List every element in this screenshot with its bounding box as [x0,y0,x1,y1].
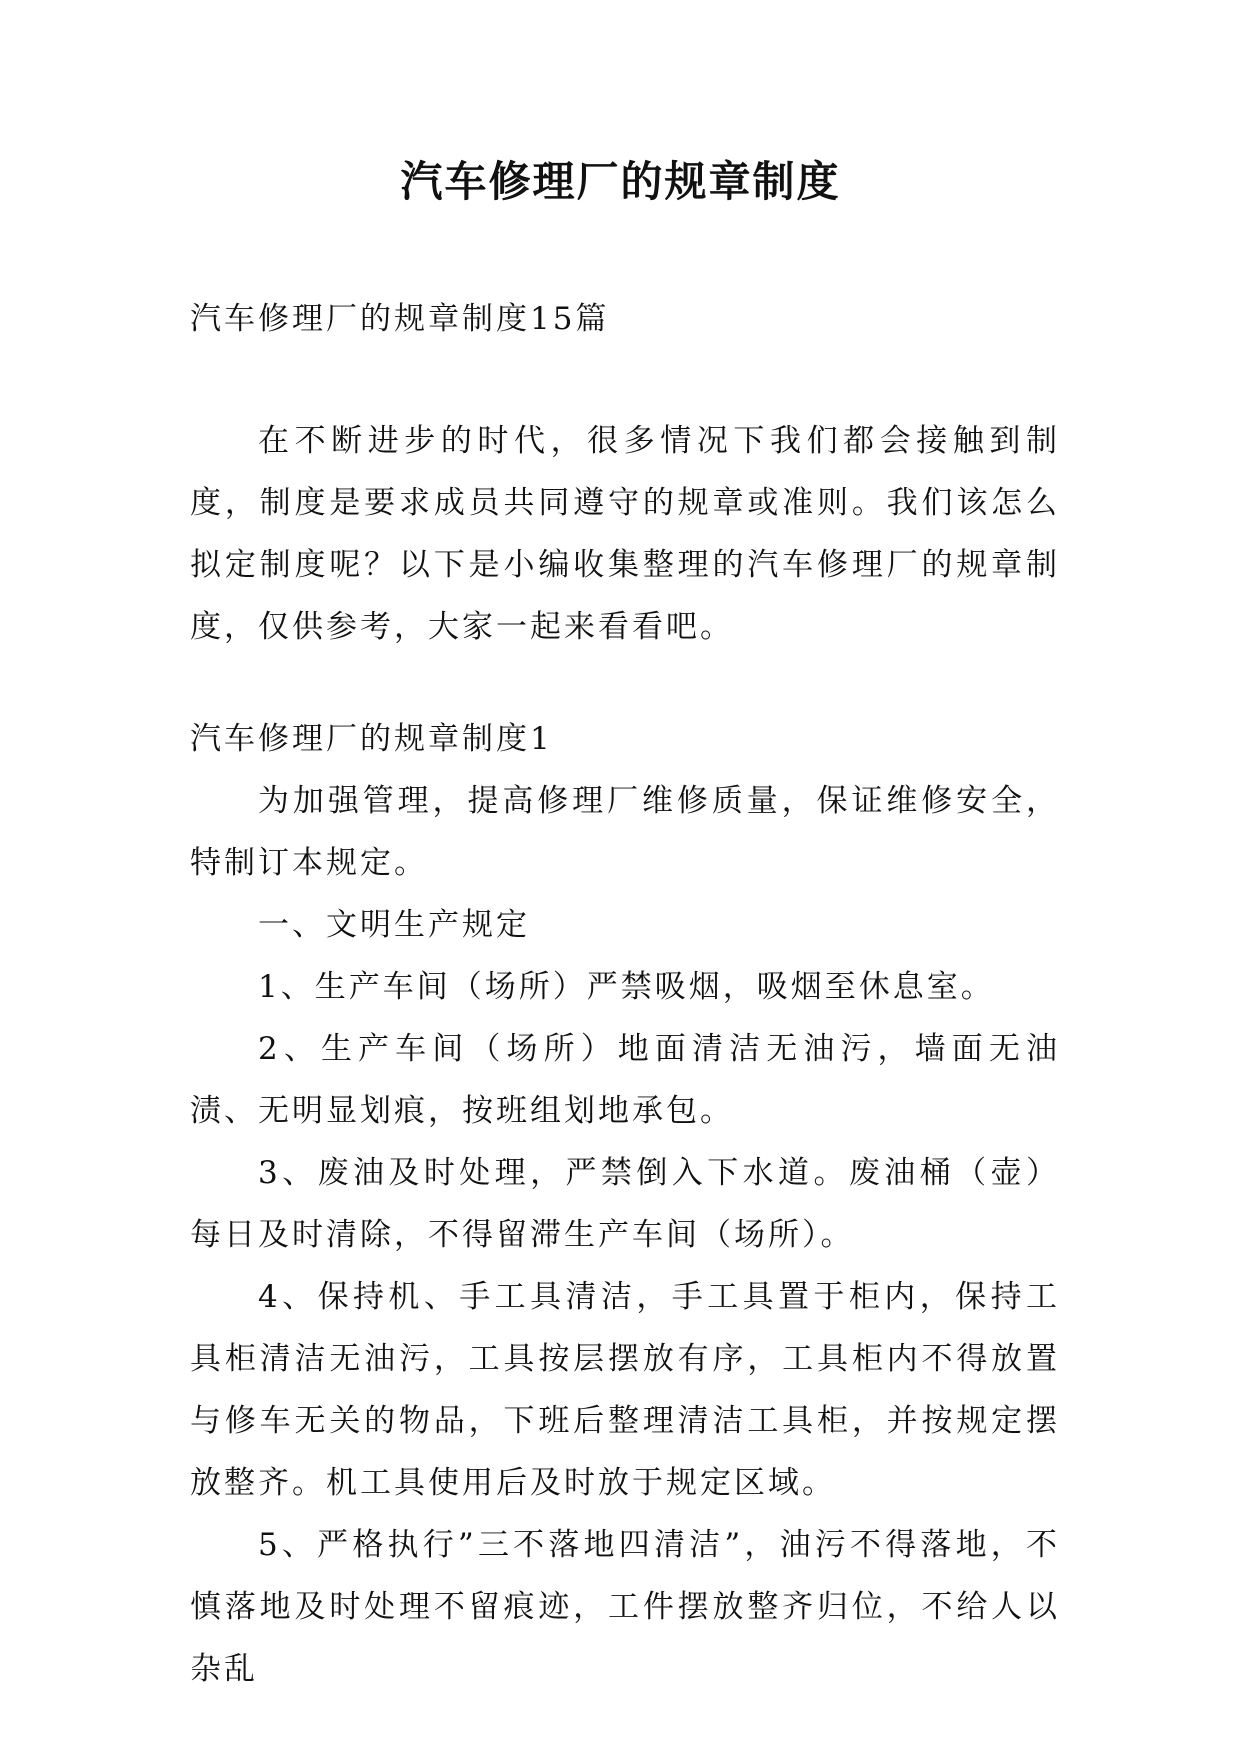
rule-item: 2、生产车间（场所）地面清洁无油污，墙面无油渍、无明显划痕，按班组划地承包。 [190,1031,1060,1129]
intro-paragraph: 在不断进步的时代，很多情况下我们都会接触到制度，制度是要求成员共同遵守的规章或准则。我们该怎么拟定制度呢？以下是小编收集整理的汽车修理厂的规章制度，仅供参考，大家一起来看看吧。 [190,423,1060,645]
section-subheading: 一、文明生产规定 [258,907,530,943]
rule-item: 5、严格执行”三不落地四清洁”，油污不得落地，不慎落地及时处理不留痕迹，工件摆放整齐归位，不给人以杂乱 [190,1527,1060,1687]
section-paragraph: 为加强管理，提高修理厂维修质量，保证维修安全，特制订本规定。 [190,783,1060,881]
section-heading: 汽车修理厂的规章制度1 [190,721,553,757]
rule-item: 1、生产车间（场所）严禁吸烟，吸烟至休息室。 [258,969,995,1005]
document-title: 汽车修理厂的规章制度 [400,157,841,206]
rule-item: 4、保持机、手工具清洁，手工具置于柜内，保持工具柜清洁无油污，工具按层摆放有序，工具柜内不得放置与修车无关的物品，下班后整理清洁工具柜，并按规定摆放整齐。机工具使用后及时放于规定区域。 [190,1279,1060,1501]
rule-item: 3、废油及时处理，严禁倒入下水道。废油桶（壶）每日及时清除，不得留滞生产车间（场所）。 [190,1155,1060,1253]
document-subtitle: 汽车修理厂的规章制度15篇 [190,301,610,337]
document-body [190,288,1060,1700]
